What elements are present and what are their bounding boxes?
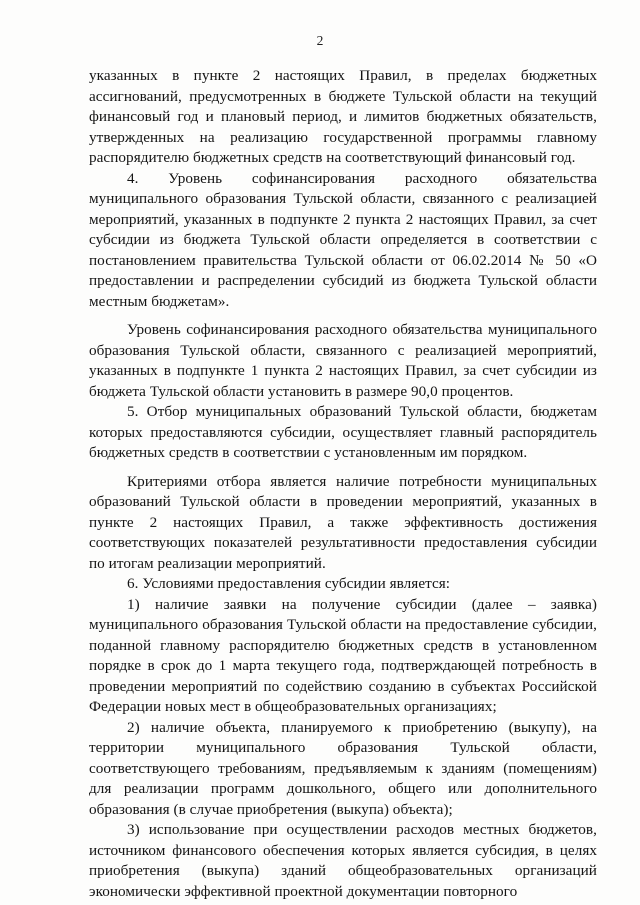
paragraph-cofinancing-level: Уровень софинансирования расходного обязательства муниципального образования Тульской области, связанного с реализацией мероприятий, указанных в подпункте 1 пункта 2 настоящих Правил, за счет субсидии из бюджета Тульской области установить в размере 90,0 процентов. [89, 321, 597, 400]
paragraph-item-5: 5. Отбор муниципальных образований Тульской области, бюджетам которых предоставляются субсидии, осуществляет главный распорядитель бюджетных средств в соответствии с установленным им порядком. [89, 403, 597, 461]
paragraph-condition-1: 1) наличие заявки на получение субсидии (далее – заявка) муниципального образования Тульской области на предоставление субсидии, поданной главному распорядителю бюджетных средств в установленном порядке в срок до 1 марта текущего года, подтверждающей потребность в проведении мероприятий по содействию созданию в субъектах Российской Федерации новых мест в общеобразовательных организациях; [89, 595, 597, 715]
paragraph-item-4: 4. Уровень софинансирования расходного обязательства муниципального образования Тульской области, связанного с реализацией мероприятий, указанных в подпункте 2 пункта 2 настоящих Правил, за счет субсидии из бюджета Тульской области определяется в соответствии с постановлением правительства Тульской области от 06.02.2014 № 50 «О предоставлении и распределении субсидий из бюджета Тульской области местным бюджетам». [89, 169, 597, 310]
page-number: 2 [316, 33, 324, 48]
document-body [89, 66, 597, 902]
paragraph-item-6: 6. Условиями предоставления субсидии является: [127, 575, 451, 592]
paragraph-condition-2: 2) наличие объекта, планируемого к приобретению (выкупу), на территории муниципального образования Тульской области, соответствующего требованиям, предъявляемым к зданиям (помещениям) для реализации программ дошкольного, общего или дополнительного образования (в случае приобретения (выкупа) объекта); [89, 718, 597, 818]
paragraph-selection-criteria: Критериями отбора является наличие потребности муниципальных образований Тульской области в проведении мероприятий, указанных в пункте 2 настоящих Правил, а также эффективность достижения соответствующих показателей результативности предоставления субсидии по итогам реализации мероприятий. [89, 472, 597, 572]
paragraph-condition-3: 3) использование при осуществлении расходов местных бюджетов, источником финансового обеспечения которых является субсидия, в целях приобретения (выкупа) зданий общеобразовательных организаций экономически эффективной проектной документации повторного [89, 821, 597, 900]
paragraph-continuation: указанных в пункте 2 настоящих Правил, в пределах бюджетных ассигнований, предусмотренных в бюджете Тульской области на текущий финансовый год и плановый период, и лимитов бюджетных обязательств, утвержденных на реализацию государственной программы главному распорядителю бюджетных средств на соответствующий финансовый год. [89, 67, 597, 166]
